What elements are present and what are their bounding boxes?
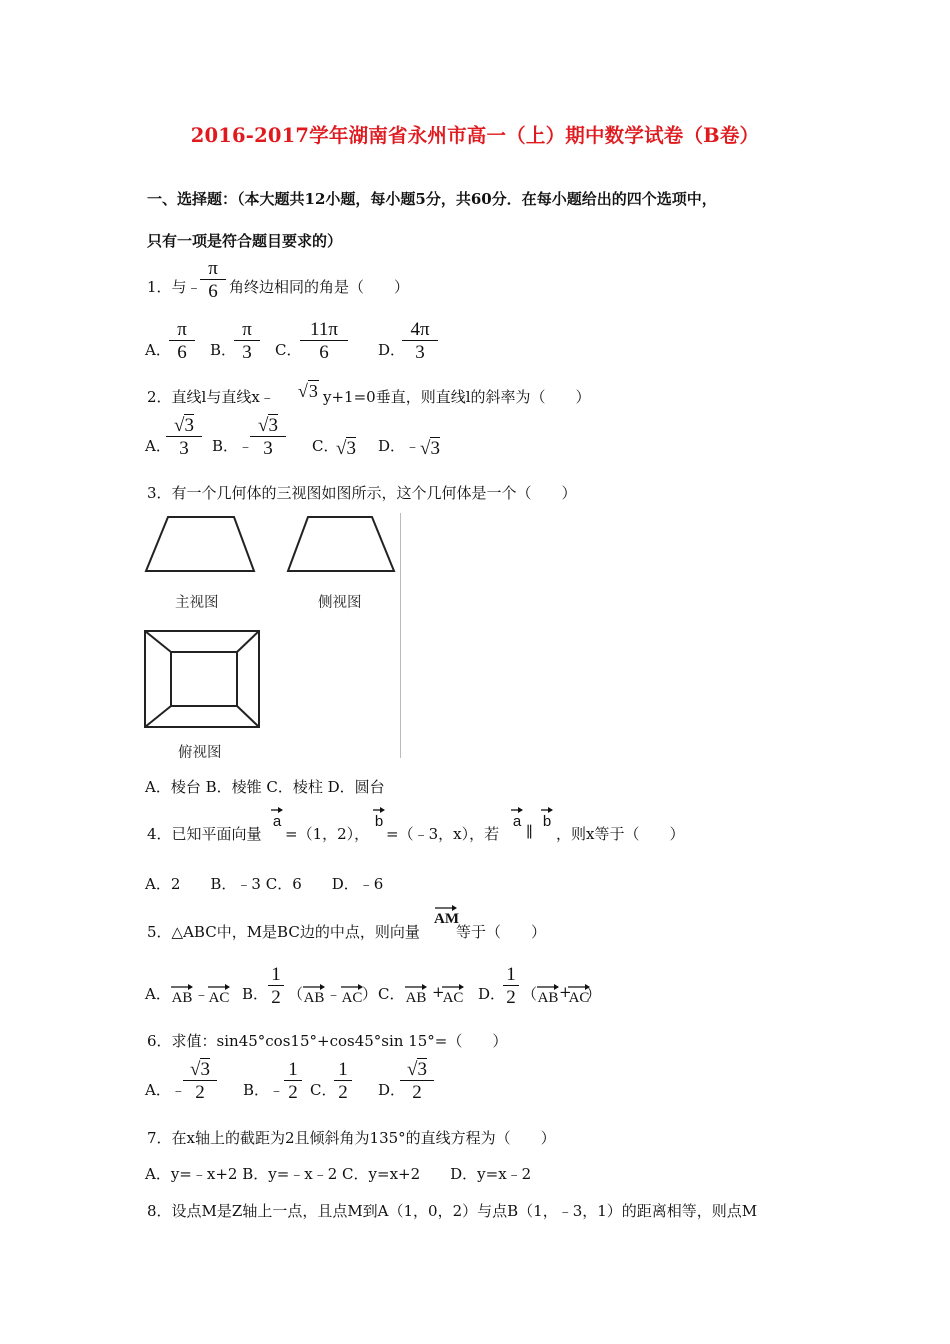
q4-vector-b bbox=[372, 805, 386, 829]
q7-options: A．y=﹣x+2 B．y=﹣x﹣2 C．y=x+2 D．y=x﹣2 bbox=[145, 1165, 532, 1183]
q2-option-d-sqrt: √3 bbox=[420, 438, 440, 459]
q6-option-d-fraction: √3 2 bbox=[400, 1060, 434, 1102]
q4-vector-a bbox=[270, 805, 284, 829]
front-view-label: 主视图 bbox=[175, 595, 219, 611]
q6-option-c-fraction bbox=[334, 1060, 352, 1102]
q1-a-num: π bbox=[177, 319, 187, 340]
q6-a-den: 2 bbox=[195, 1082, 205, 1103]
q5-c-plus: + bbox=[432, 983, 445, 1001]
q4-par-b-letter: b bbox=[542, 813, 552, 830]
q2-option-a-fraction: √3 3 bbox=[166, 416, 202, 458]
q3-options: A．棱台 B．棱锥 C．棱柱 D．圆台 bbox=[145, 778, 385, 796]
q5-d-plus: + bbox=[559, 983, 572, 1001]
q1-stem-post: 角终边相同的角是（ ） bbox=[229, 278, 410, 296]
q2-sqrt: √3 bbox=[298, 381, 318, 401]
q5-b-ac: AC bbox=[341, 990, 363, 1006]
q6-option-a-label: A．﹣ bbox=[145, 1081, 186, 1099]
q5-b-half bbox=[268, 965, 284, 1007]
q5-a-ab: AB bbox=[171, 990, 193, 1006]
q5-option-d-label: D． bbox=[478, 985, 506, 1003]
q2-option-b-label: B．﹣ bbox=[212, 437, 254, 455]
q5-c-vec-ac bbox=[441, 982, 465, 1006]
q1-option-d-fraction bbox=[402, 320, 438, 362]
q5-d-paren-r: ） bbox=[586, 985, 602, 1003]
q5-b-paren-l: （ bbox=[288, 985, 304, 1003]
q2-option-a-label: A． bbox=[145, 437, 171, 455]
section-heading-line1: 一、选择题：（本大题共12小题，每小题5分，共60分．在每小题给出的四个选项中， bbox=[147, 190, 717, 208]
q5-c-ac: AC bbox=[442, 990, 464, 1006]
q1-option-a-fraction bbox=[169, 320, 195, 362]
q3-stem: 3．有一个几何体的三视图如图所示，这个几何体是一个（ ） bbox=[147, 484, 577, 502]
q2-c-val: 3 bbox=[346, 438, 356, 459]
q4-mid2: =（﹣3，x），若 bbox=[386, 825, 500, 843]
q4-par-vector-b bbox=[540, 805, 554, 829]
q2-option-d-label: D．﹣ bbox=[378, 437, 421, 455]
q6-b-den: 2 bbox=[288, 1082, 298, 1103]
q1-b-num: π bbox=[242, 319, 252, 340]
q2-option-b-fraction: √3 3 bbox=[250, 416, 286, 458]
q5-a-minus: ﹣ bbox=[194, 985, 210, 1003]
q5-a-vec-ab bbox=[170, 982, 194, 1006]
q5-vec-am-letters: AM bbox=[434, 911, 459, 927]
q2-a-den: 3 bbox=[179, 438, 189, 459]
q1-d-den: 3 bbox=[415, 342, 425, 363]
q2-option-c-sqrt: √3 bbox=[336, 438, 356, 459]
q1-a-den: 6 bbox=[177, 342, 187, 363]
q2-b-num: 3 bbox=[268, 415, 278, 436]
q1-b-den: 3 bbox=[242, 342, 252, 363]
q4-parallel-symbol: ∥ bbox=[526, 823, 533, 841]
q5-d-half-den: 2 bbox=[506, 987, 516, 1008]
q4-options: A．2 B．﹣3 C．6 D．﹣6 bbox=[145, 875, 384, 893]
q4-stem-pre: 4．已知平面向量 bbox=[147, 825, 262, 843]
section-heading-line2: 只有一项是符合题目要求的） bbox=[147, 232, 343, 250]
q5-stem-post: 等于（ ） bbox=[456, 923, 547, 941]
q5-b-minus: ﹣ bbox=[326, 985, 342, 1003]
q5-option-c-label: C． bbox=[378, 985, 405, 1003]
q6-a-num: 3 bbox=[200, 1059, 210, 1080]
q2-stem-post: y+1=0垂直，则直线l的斜率为（ ） bbox=[323, 388, 591, 406]
q6-d-num: 3 bbox=[417, 1059, 427, 1080]
three-view-figure bbox=[142, 513, 401, 761]
q7-stem: 7．在x轴上的截距为2且倾斜角为135°的直线方程为（ ） bbox=[147, 1129, 556, 1147]
q4-mid1: =（1，2）， bbox=[285, 825, 370, 843]
q5-stem-pre: 5．△ABC中，M是BC边的中点，则向量 bbox=[147, 923, 420, 941]
q5-d-half bbox=[503, 965, 519, 1007]
q5-b-paren-r: ） bbox=[362, 985, 378, 1003]
q5-c-vec-ab bbox=[404, 982, 428, 1006]
q5-c-ab: AB bbox=[405, 990, 427, 1006]
q5-vector-am bbox=[434, 903, 458, 927]
q6-option-d-label: D． bbox=[378, 1081, 406, 1099]
three-view-drawing bbox=[142, 513, 400, 758]
q4-vec-b-letter: b bbox=[374, 813, 384, 830]
q1-option-c-label: C． bbox=[275, 341, 302, 359]
q1-option-b-label: B． bbox=[210, 341, 237, 359]
q6-b-num: 1 bbox=[288, 1059, 298, 1080]
q6-d-den: 2 bbox=[412, 1082, 422, 1103]
q6-c-den: 2 bbox=[338, 1082, 348, 1103]
top-view-label: 俯视图 bbox=[178, 745, 222, 761]
q1-frac-den: 6 bbox=[208, 281, 218, 302]
q1-frac-num: π bbox=[208, 258, 218, 279]
q2-d-val: 3 bbox=[430, 438, 440, 459]
q5-b-vec-ac bbox=[340, 982, 364, 1006]
q5-option-a-label: A． bbox=[145, 985, 171, 1003]
q6-option-c-label: C． bbox=[310, 1081, 337, 1099]
q2-option-c-label: C． bbox=[312, 437, 339, 455]
q1-c-den: 6 bbox=[319, 342, 329, 363]
q1-option-a-label: A． bbox=[145, 341, 171, 359]
q1-option-b-fraction bbox=[234, 320, 260, 362]
q5-b-vec-ab bbox=[302, 982, 326, 1006]
q2-b-den: 3 bbox=[263, 438, 273, 459]
q5-a-vec-ac bbox=[207, 982, 231, 1006]
page-title: 2016-2017学年湖南省永州市高一（上）期中数学试卷（B卷） bbox=[190, 124, 760, 147]
q5-b-half-num: 1 bbox=[271, 964, 281, 985]
q5-d-half-num: 1 bbox=[506, 964, 516, 985]
q1-option-c-fraction bbox=[300, 320, 348, 362]
q2-sqrt-val: 3 bbox=[308, 381, 318, 401]
q4-par-vector-a bbox=[510, 805, 524, 829]
q2-stem-pre: 2．直线l与直线x﹣ bbox=[147, 388, 275, 406]
q5-a-ac: AC bbox=[208, 990, 230, 1006]
q5-d-ac: AC bbox=[568, 990, 590, 1006]
q6-option-a-fraction: √3 2 bbox=[183, 1060, 217, 1102]
q5-d-vec-ab bbox=[536, 982, 560, 1006]
q5-d-ab: AB bbox=[537, 990, 559, 1006]
q4-vec-a-letter: a bbox=[272, 813, 282, 830]
q1-fraction bbox=[200, 259, 226, 301]
q1-d-num: 4π bbox=[410, 319, 430, 340]
q5-d-paren-l: （ bbox=[522, 985, 538, 1003]
q1-stem-pre: 1．与﹣ bbox=[147, 278, 202, 296]
q1-c-num: 11π bbox=[310, 319, 338, 340]
q6-option-b-label: B．﹣ bbox=[243, 1081, 285, 1099]
q5-b-ab: AB bbox=[303, 990, 325, 1006]
q6-option-b-fraction bbox=[284, 1060, 302, 1102]
q5-b-half-den: 2 bbox=[271, 987, 281, 1008]
q8-stem: 8．设点M是Z轴上一点，且点M到A（1，0，2）与点B（1，﹣3，1）的距离相等，则点M bbox=[147, 1202, 758, 1220]
q2-a-num: 3 bbox=[184, 415, 194, 436]
q5-option-b-label: B． bbox=[242, 985, 269, 1003]
q6-c-num: 1 bbox=[338, 1059, 348, 1080]
q6-stem: 6．求值：sin45°cos15°+cos45°sin 15°=（ ） bbox=[147, 1032, 508, 1050]
q4-stem-post: ，则x等于（ ） bbox=[556, 825, 685, 843]
q1-option-d-label: D． bbox=[378, 341, 406, 359]
side-view-label: 侧视图 bbox=[318, 595, 362, 611]
q4-par-a-letter: a bbox=[512, 813, 522, 830]
